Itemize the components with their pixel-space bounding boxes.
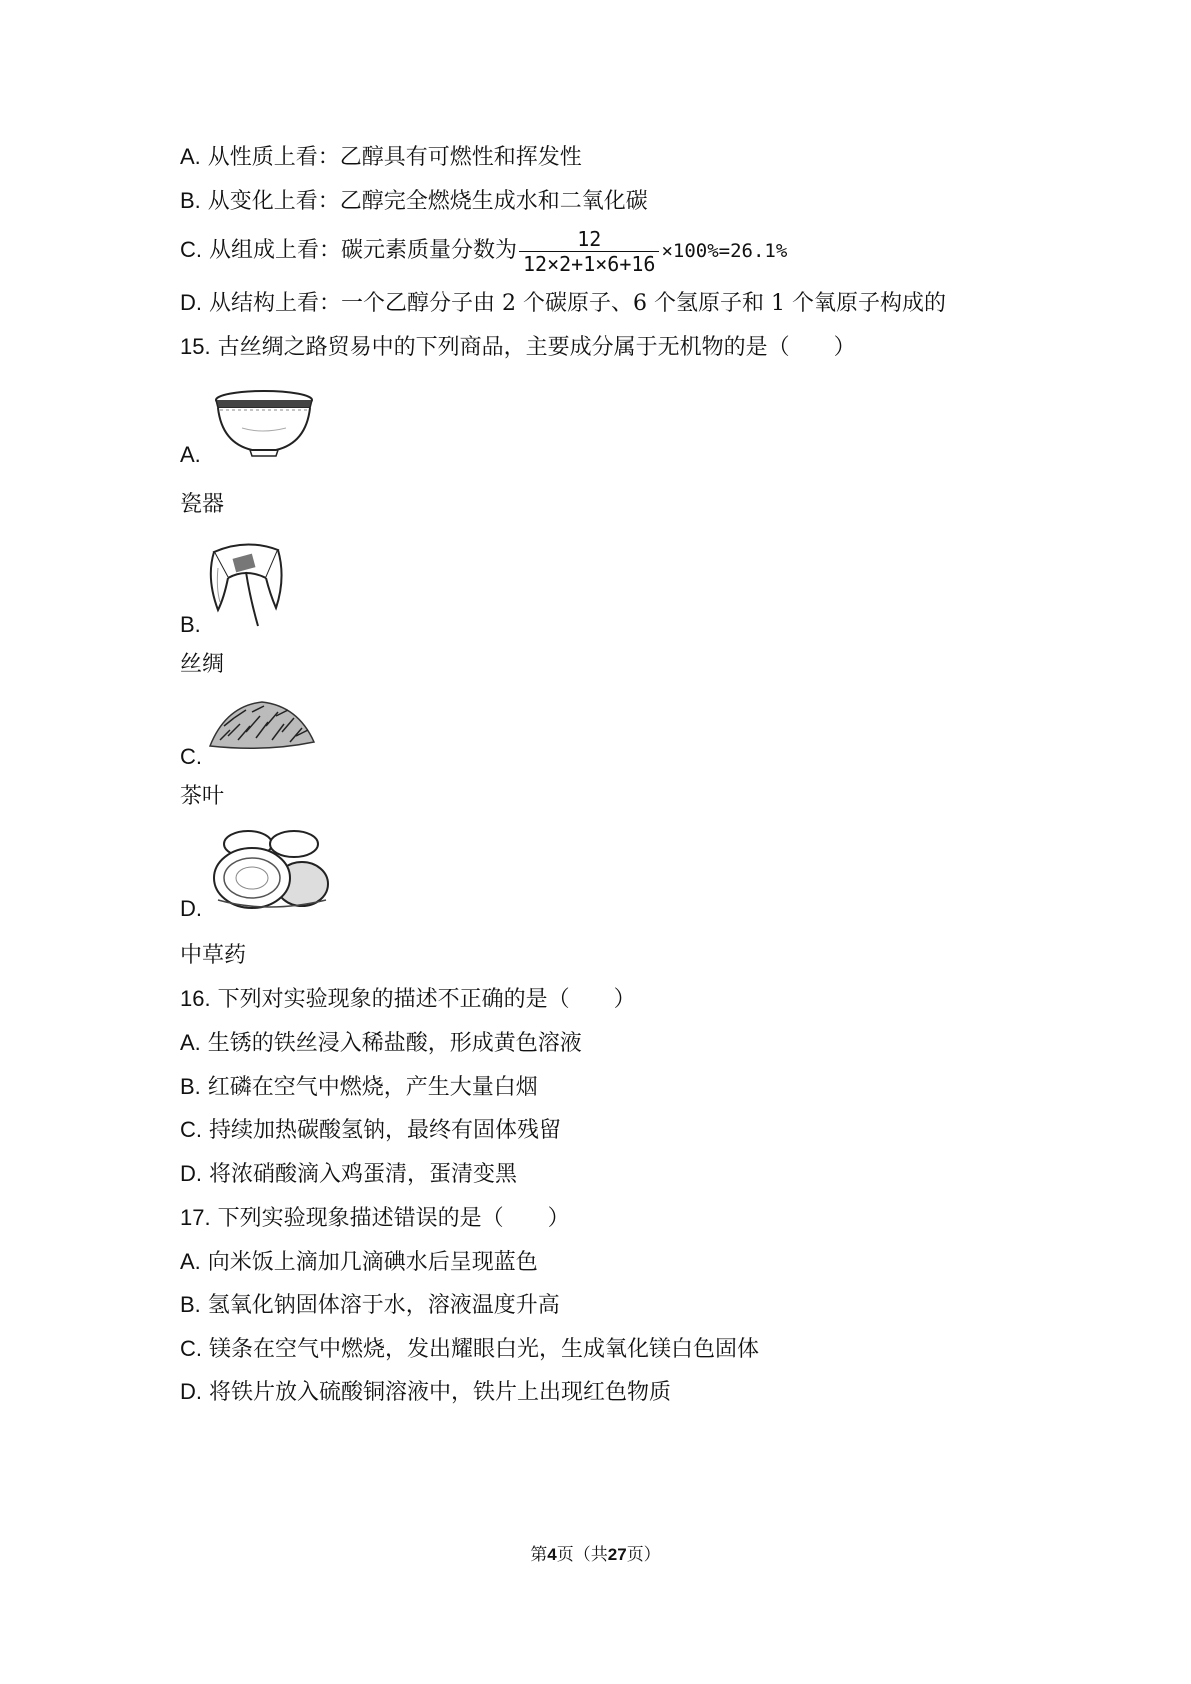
q14-option-d: D. 从结构上看：一个乙醇分子由 2 个碳原子、6 个氢原子和 1 个氧原子构成的 bbox=[180, 290, 946, 316]
q15-option-b-label: B. bbox=[180, 612, 201, 637]
q16-option-a: A. 生锈的铁丝浸入稀盐酸，形成黄色溶液 bbox=[180, 1030, 582, 1056]
q15-option-a-caption: 瓷器 bbox=[180, 492, 225, 517]
q16-stem: 16. 下列对实验现象的描述不正确的是（ ） bbox=[180, 986, 636, 1012]
q17-option-c: C. 镁条在空气中燃烧，发出耀眼白光，生成氧化镁白色固体 bbox=[180, 1336, 760, 1362]
q14-option-a: A. 从性质上看：乙醇具有可燃性和挥发性 bbox=[180, 144, 582, 170]
q17-stem: 17. 下列实验现象描述错误的是（ ） bbox=[180, 1205, 570, 1231]
q15-option-d-caption: 中草药 bbox=[180, 943, 247, 968]
q16-option-d: D. 将浓硝酸滴入鸡蛋清，蛋清变黑 bbox=[180, 1161, 518, 1187]
q16-option-b: B. 红磷在空气中燃烧，产生大量白烟 bbox=[180, 1074, 538, 1100]
mass-fraction: $\frac{12}{12\times 2+1\times 6+16}$ bbox=[519, 227, 659, 276]
q17-option-b: B. 氢氧化钠固体溶于水，溶液温度升高 bbox=[180, 1292, 560, 1318]
q16-option-c: C. 持续加热碳酸氢钠，最终有固体残留 bbox=[180, 1117, 562, 1143]
q15-option-c-caption: 茶叶 bbox=[180, 784, 225, 809]
q14-option-b: B. 从变化上看：乙醇完全燃烧生成水和二氧化碳 bbox=[180, 188, 648, 214]
q14-option-c: C. 从组成上看：碳元素质量分数为 $\frac{12}{12\times 2+1\times 6+16}$ ×100%=26.1% bbox=[180, 226, 788, 276]
tea-leaves-icon bbox=[206, 696, 318, 752]
q15-option-a-label: A. bbox=[180, 442, 201, 467]
q15-option-b-caption: 丝绸 bbox=[180, 652, 225, 677]
silk-scarf-icon bbox=[206, 538, 286, 630]
q15-option-d-label: D. bbox=[180, 896, 202, 921]
page-footer: 第4页（共27页） bbox=[530, 1545, 661, 1565]
q17-option-d: D. 将铁片放入硫酸铜溶液中，铁片上出现红色物质 bbox=[180, 1379, 672, 1405]
q15-option-c-label: C. bbox=[180, 744, 202, 769]
q15-stem: 15. 古丝绸之路贸易中的下列商品，主要成分属于无机物的是（ ） bbox=[180, 334, 856, 360]
q17-option-a: A. 向米饭上滴加几滴碘水后呈现蓝色 bbox=[180, 1249, 538, 1275]
porcelain-bowl-icon bbox=[212, 388, 316, 460]
herbal-medicine-icon bbox=[208, 826, 332, 912]
